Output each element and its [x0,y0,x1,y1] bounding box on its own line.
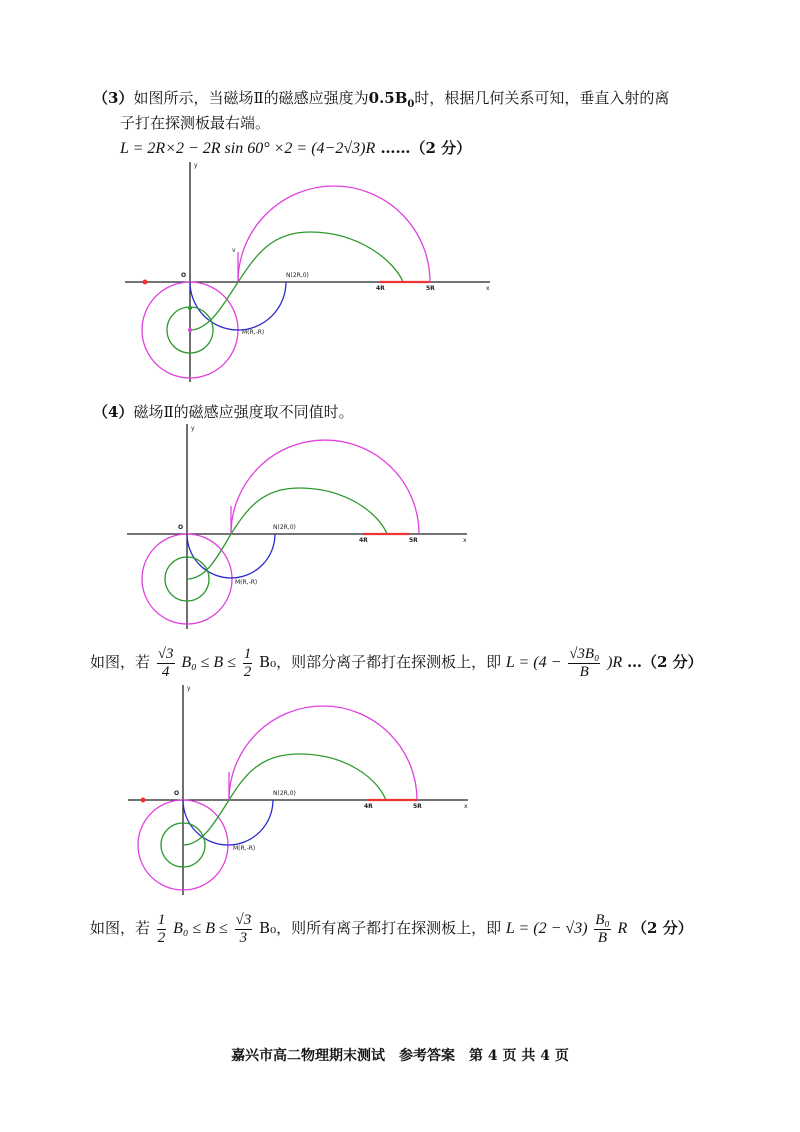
case2-frac-a: $\frac{1}{2}$ [157,911,166,946]
figure-1 [0,140,800,390]
part4-label: （4） [93,403,134,421]
case1-frac-c: $\frac{\text{√3B₀}}{B}$ [569,645,600,680]
x-label: x [486,285,490,292]
case2-mid2: B₀，则所有离子都打在探测板上，即 [259,919,502,937]
y-label: y [191,425,195,432]
case2-score: （2 分） [632,919,693,937]
part3-line1-end: 时，根据几何关系可知，垂直入射的离 [414,89,670,107]
red-dot [143,280,148,285]
figure-2-drawing [127,424,467,629]
part3-line1: 如图所示，当磁场Ⅱ的磁感应强度为 [133,89,369,107]
case2-prefix: 如图，若 [90,919,151,937]
case2-frac-b: $\frac{√3}{3}$ [235,911,252,946]
case1-frac-b: $\frac{1}{2}$ [243,645,252,680]
case2-lhs: L = (2 − √3) [505,920,588,937]
figure-2 [0,410,800,630]
part4-text: 磁场Ⅱ的磁感应强度取不同值时。 [133,403,354,421]
magenta-dot [188,328,192,332]
point-m-label: M(R,-R) [235,579,258,586]
red-dot [141,798,146,803]
part3-formula-expr: L = 2R×2 − 2R sin 60° ×2 = (4−2√3)R [120,140,376,157]
tick-4r: 4R [376,285,385,292]
case2-mid1: B₀ ≤ B ≤ [173,920,228,937]
tick-5r: 5R [409,537,418,544]
case1-frac-a: $\frac{√3}{4}$ [157,645,174,680]
point-m-label: M(R,-R) [233,845,256,852]
case2-line [90,908,693,949]
case1-rhs: )R [607,654,623,671]
origin-label: O [178,524,184,531]
case1-lhs: L = (4 − [505,654,562,671]
y-label: y [187,685,191,692]
magenta-semicircle-large [229,706,417,800]
green-trajectory [190,232,403,330]
origin-label: O [181,272,187,279]
figure-3 [0,670,800,900]
case1-score: …（2 分） [626,653,703,671]
origin-label: O [174,790,180,797]
part3-line2: 子打在探测板最右端。 [120,114,271,132]
point-n-label: N(2R,0) [286,272,309,279]
tick-5r: 5R [413,803,422,810]
figure-1-drawing [125,162,490,382]
point-n-label: N(2R,0) [273,524,296,531]
case1-mid2: B₀，则部分离子都打在探测板上，即 [259,653,502,671]
tick-4r: 4R [359,537,368,544]
part3-label: （3） [93,89,134,107]
point-n-label: N(2R,0) [273,790,296,797]
case1-prefix: 如图，若 [90,653,151,671]
green-dot [188,306,192,310]
tick-5r: 5R [426,285,435,292]
magenta-semicircle-large [231,440,419,534]
case2-frac-c: $\frac{\text{B₀}}{B}$ [595,911,610,946]
page-footer: 嘉兴市高二物理期末测试 参考答案 第 4 页 共 4 页 [231,1048,569,1064]
part3-b-value: $0.5B_0$ [368,89,415,110]
figure-3-drawing [128,685,468,895]
x-label: x [464,803,468,810]
y-label: y [194,162,198,169]
x-label: x [463,537,467,544]
tick-4r: 4R [364,803,373,810]
point-m-label: M(R,-R) [242,329,265,336]
v-label: v [232,247,236,254]
case1-mid1: B₀ ≤ B ≤ [181,654,236,671]
case2-rhs: R [617,920,628,937]
part3-formula-score: ……（2 分） [375,139,472,157]
